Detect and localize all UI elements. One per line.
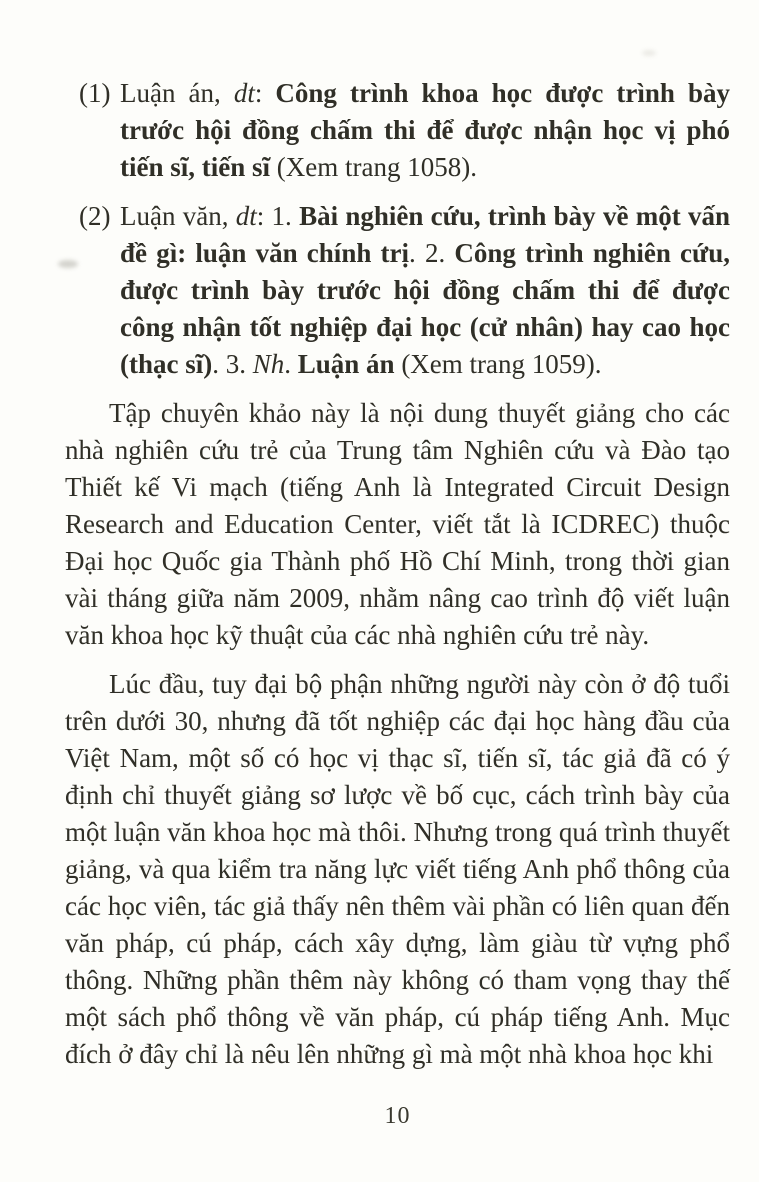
- separator-text: . 2.: [409, 238, 455, 268]
- definition-text: [120, 198, 730, 383]
- definition-term: Luận án,: [120, 78, 234, 108]
- synonym-abbrev: Nh: [252, 349, 285, 379]
- cross-reference: (Xem trang 1059).: [394, 349, 602, 379]
- page-footer: [65, 1096, 730, 1135]
- separator-text: .: [284, 349, 298, 379]
- page-number: 10: [384, 1103, 411, 1129]
- definition-term: Luận văn,: [120, 201, 236, 231]
- definition-text: [120, 75, 730, 186]
- paragraph-author-background: Lúc đầu, tuy đại bộ phận những người này còn ở độ tuổi trên dưới 30, nhưng đã tốt nghiệp các đại học hàng đầu của Việt Nam, một số có học vị thạc sĩ, tiến sĩ, tác giả đã có ý định chỉ thuyết giảng sơ lược về bố cục, cách trình bày của một luận văn khoa học mà thôi. Nhưng trong quá trình thuyết giảng, và qua kiểm tra năng lực viết tiếng Anh phổ thông của các học viên, tác giả thấy nên thêm vài phần có liên quan đến văn pháp, cú pháp, cách xây dựng, làm giàu từ vựng phổ thông. Những phần thêm này không có tham vọng thay thế một sách phổ thông về văn pháp, cú pháp tiếng Anh. Mục đích ở đây chỉ là nêu lên những gì mà một nhà khoa học khi: [65, 669, 730, 1069]
- definition-sense-1: Bài nghiên cứu, trình bày về một vấn đề gì: luận văn chính trị: [120, 201, 730, 268]
- definition-body: Công trình khoa học được trình bày trước hội đồng chấm thi để được nhận học vị phó tiến sĩ, tiến sĩ: [120, 78, 730, 182]
- definition-item-1: [65, 75, 730, 186]
- definition-number: (1): [79, 78, 111, 108]
- text-block: [65, 75, 730, 1073]
- part-of-speech-abbrev: dt: [235, 201, 257, 231]
- cross-reference: (Xem trang 1058).: [270, 152, 477, 182]
- separator-text: . 3.: [212, 349, 253, 379]
- definition-item-2: [65, 198, 730, 383]
- separator-text: :: [254, 78, 276, 108]
- part-of-speech-abbrev: dt: [233, 78, 255, 108]
- synonym-term: Luận án: [297, 349, 395, 379]
- separator-text: : 1.: [256, 201, 300, 231]
- definition-sense-2: Công trình nghiên cứu, được trình bày trước hội đồng chấm thi để được công nhận tốt nghiệp đại học (cử nhân) hay cao học (thạc sĩ): [120, 238, 730, 379]
- scan-artifact: [642, 50, 656, 56]
- definition-number: (2): [79, 201, 111, 231]
- paragraph-monograph-intro: Tập chuyên khảo này là nội dung thuyết giảng cho các nhà nghiên cứu trẻ của Trung tâm Nghiên cứu và Đào tạo Thiết kế Vi mạch (tiếng Anh là Integrated Circuit Design Research and Education Center, viết tắt là ICDREC) thuộc Đại học Quốc gia Thành phố Hồ Chí Minh, trong thời gian vài tháng giữa năm 2009, nhằm nâng cao trình độ viết luận văn khoa học kỹ thuật của các nhà nghiên cứu trẻ này.: [65, 398, 730, 650]
